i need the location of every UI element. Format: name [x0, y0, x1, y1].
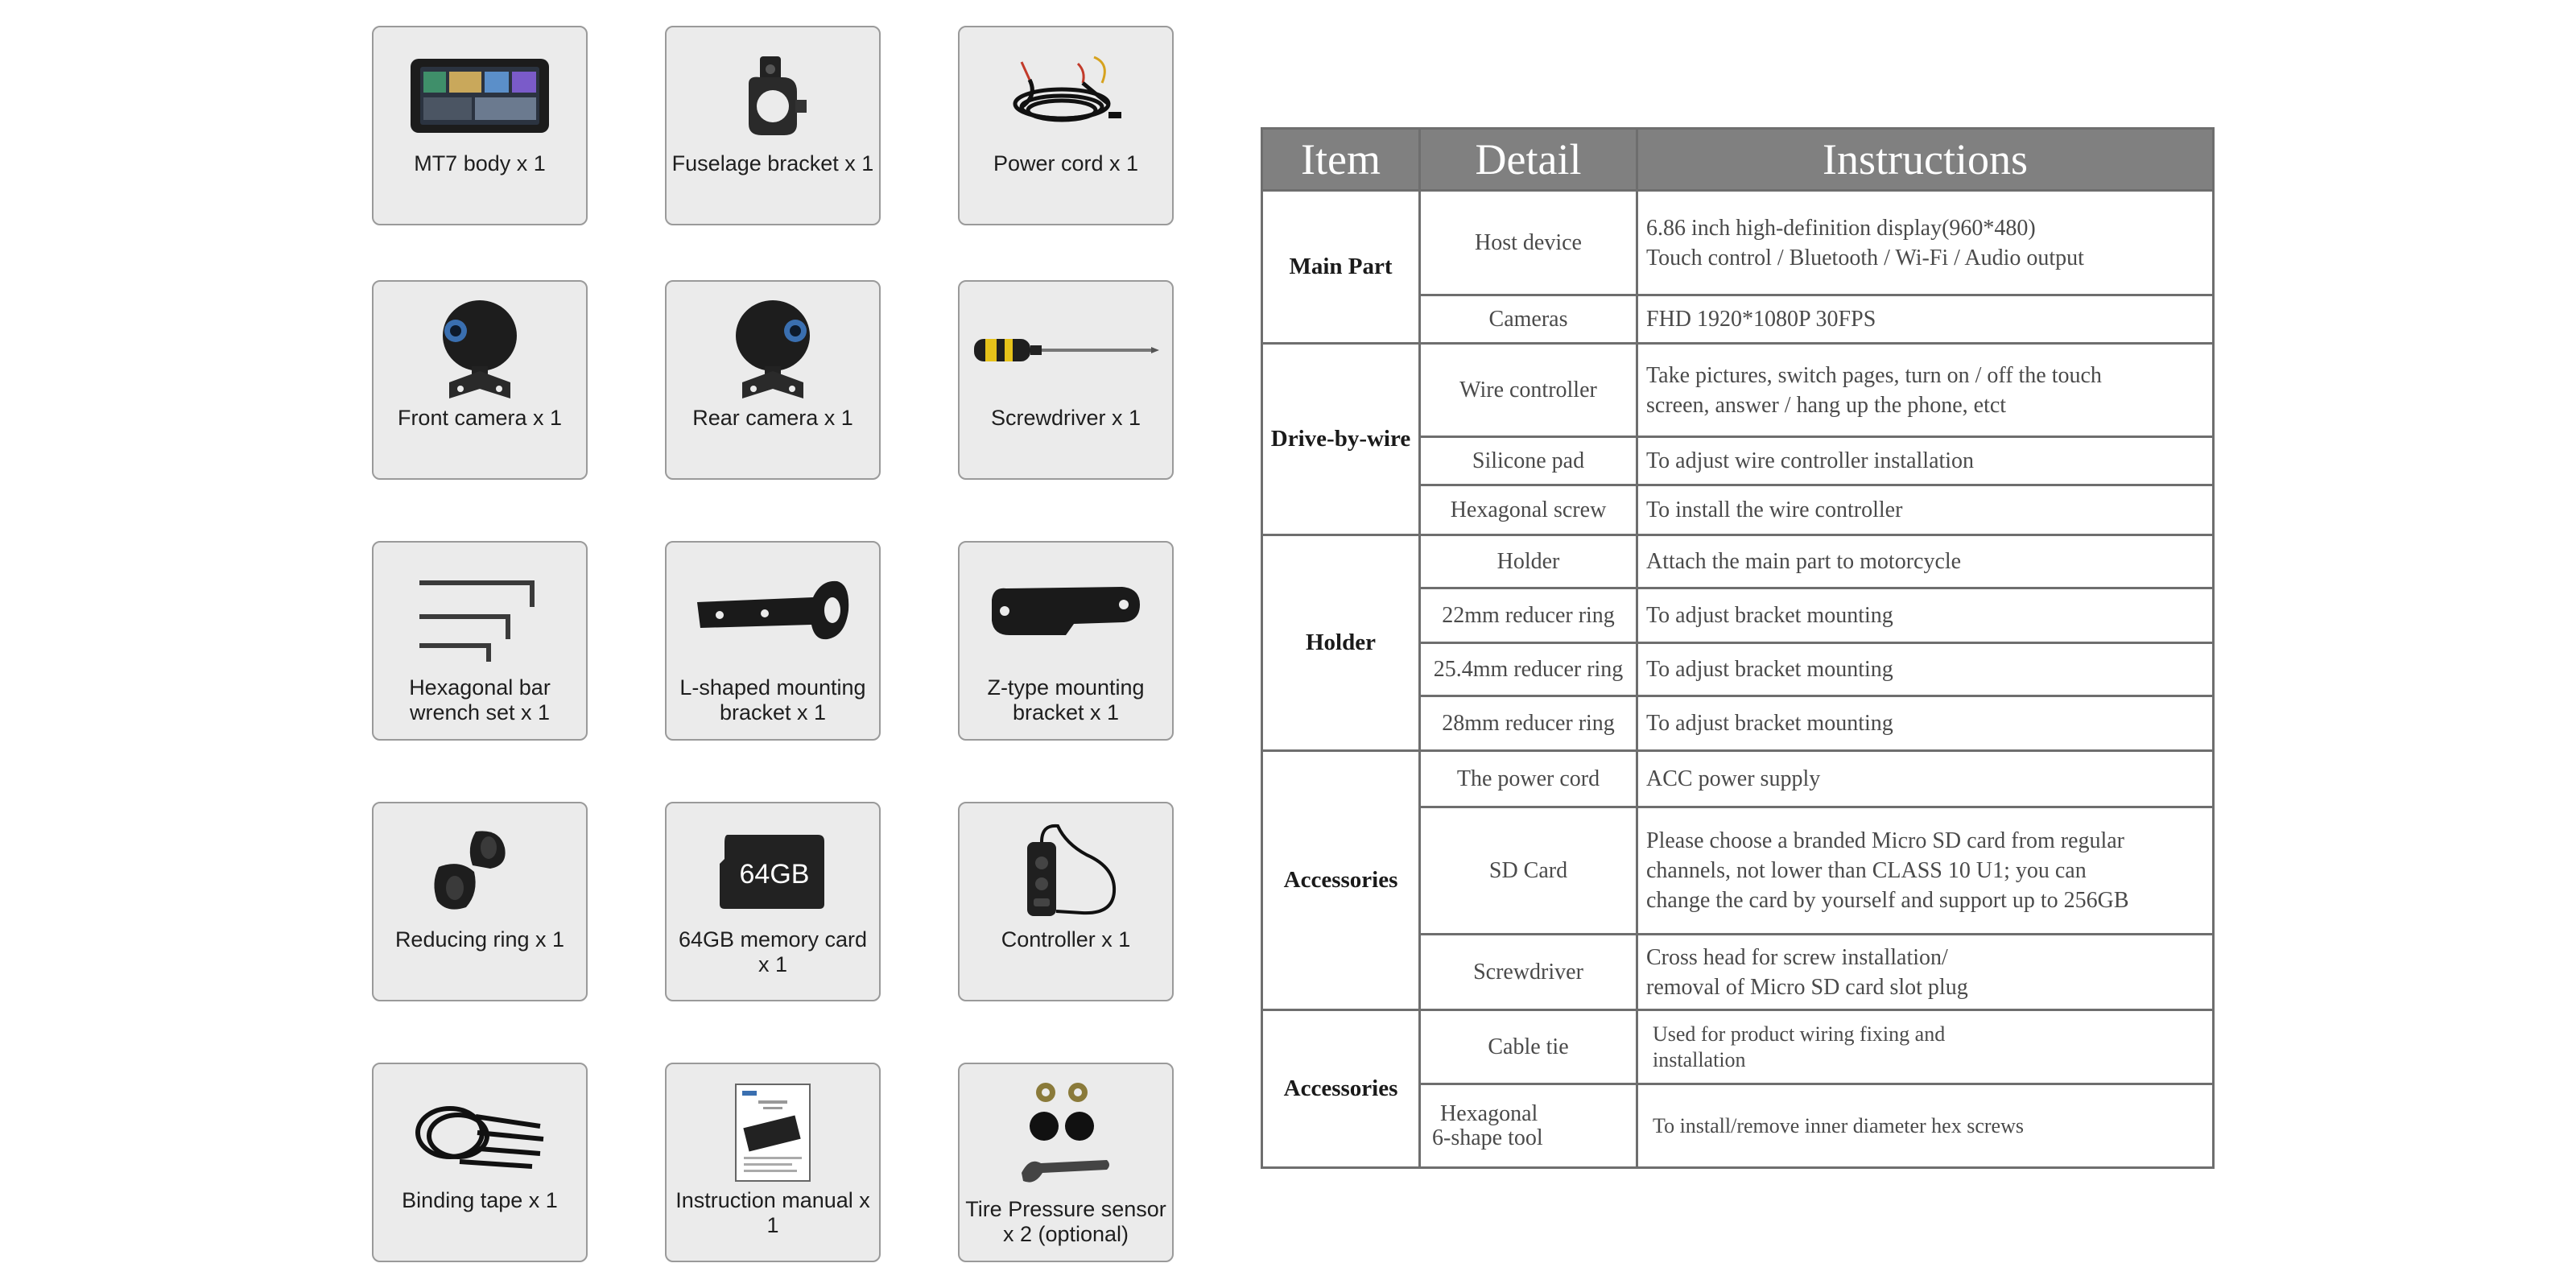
item-card-fuselage-bracket [665, 26, 881, 225]
instruction-line: channels, not lower than CLASS 10 U1; you can [1646, 858, 2087, 883]
table-header-row [1262, 129, 2214, 191]
reducing-ring-icon [374, 803, 586, 940]
row-detail: Screwdriver [1420, 935, 1637, 1010]
header-item: Item [1262, 129, 1420, 191]
item-label: MT7 body x 1 [414, 151, 546, 175]
camera-icon [667, 282, 879, 419]
item-card-power-cord [958, 26, 1174, 225]
instruction-line: Used for product wiring fixing and [1653, 1022, 1946, 1046]
detail-line: Hexagonal [1440, 1100, 1538, 1126]
item-label: Power cord x 1 [993, 151, 1139, 175]
item-card-rear-camera [665, 280, 881, 480]
tire-sensor-icon [960, 1064, 1172, 1201]
wire-controller-icon [960, 803, 1172, 940]
instruction-line: screen, answer / hang up the phone, etct [1646, 392, 2007, 418]
memory-card-text: 64GB [739, 859, 810, 890]
item-card-mt7-body [372, 26, 588, 225]
instruction-line: Touch control / Bluetooth / Wi-Fi / Audio output [1646, 245, 2084, 270]
item-label: Z-type mounting bracket x 1 [987, 675, 1145, 724]
table-row [1262, 191, 2214, 295]
item-card-l-bracket [665, 541, 881, 741]
detail-line: 6-shape tool [1432, 1125, 1543, 1150]
row-detail: 25.4mm reducer ring [1420, 643, 1637, 696]
item-label: Rear camera x 1 [692, 406, 853, 430]
instruction-line: Cross head for screw installation/ [1646, 944, 1948, 970]
header-instructions: Instructions [1637, 129, 2214, 191]
row-instruction: ACC power supply [1637, 751, 2214, 807]
power-cord-icon [960, 27, 1172, 164]
item-label: Reducing ring x 1 [394, 927, 565, 952]
row-detail: Wire controller [1420, 344, 1637, 437]
hex-key-set-icon [374, 543, 586, 679]
table-row [1262, 535, 2214, 588]
group-main-part: Main Part [1262, 191, 1420, 344]
table-row [1262, 344, 2214, 437]
table-row [1262, 751, 2214, 807]
item-card-hex-wrench-set [372, 541, 588, 741]
item-card-controller [958, 802, 1174, 1001]
item-card-instruction-manual [665, 1063, 881, 1262]
row-instruction [1637, 935, 2214, 1010]
item-card-tire-pressure-sensor [958, 1063, 1174, 1262]
instruction-line: Please choose a branded Micro SD card from regular [1646, 828, 2125, 853]
item-label: Front camera x 1 [397, 406, 563, 430]
item-card-front-camera [372, 280, 588, 480]
row-detail: Cable tie [1420, 1010, 1637, 1084]
group-holder: Holder [1262, 535, 1420, 751]
bracket-clamp-icon [667, 27, 879, 164]
row-detail: Hexagonal screw [1420, 485, 1637, 535]
z-bracket-icon [960, 543, 1172, 679]
instruction-line: removal of Micro SD card slot plug [1646, 974, 1968, 1000]
row-instruction: To adjust bracket mounting [1637, 643, 2214, 696]
item-label: Tire Pressure sensor x 2 (optional) [965, 1197, 1166, 1246]
item-card-binding-tape [372, 1063, 588, 1262]
row-detail: SD Card [1420, 807, 1637, 935]
screwdriver-icon [960, 282, 1172, 419]
row-instruction [1637, 807, 2214, 935]
row-instruction: To install/remove inner diameter hex screws [1637, 1084, 2214, 1168]
row-detail: Cameras [1420, 295, 1637, 344]
row-detail [1420, 1084, 1637, 1168]
item-card-z-bracket [958, 541, 1174, 741]
row-detail: Holder [1420, 535, 1637, 588]
item-label: Fuselage bracket x 1 [671, 151, 874, 175]
item-label: Controller x 1 [1001, 927, 1131, 952]
row-detail: Silicone pad [1420, 437, 1637, 485]
header-detail: Detail [1420, 129, 1637, 191]
l-bracket-icon [667, 543, 879, 679]
item-label: Instruction manual x 1 [675, 1188, 870, 1237]
table-row [1262, 1010, 2214, 1084]
row-detail: 28mm reducer ring [1420, 696, 1637, 751]
group-accessories: Accessories [1262, 1010, 1420, 1168]
row-detail: 22mm reducer ring [1420, 588, 1637, 643]
memory-card-icon [667, 803, 879, 940]
manual-booklet-icon [667, 1064, 879, 1201]
instruction-line: installation [1653, 1047, 1746, 1071]
instruction-line: 6.86 inch high-definition display(960*480) [1646, 215, 2036, 241]
row-instruction: To adjust bracket mounting [1637, 696, 2214, 751]
group-accessories: Accessories [1262, 751, 1420, 1010]
camera-icon [374, 282, 586, 419]
row-instruction: FHD 1920*1080P 30FPS [1637, 295, 2214, 344]
item-card-screwdriver [958, 280, 1174, 480]
row-instruction [1637, 1010, 2214, 1084]
row-detail: The power cord [1420, 751, 1637, 807]
row-detail: Host device [1420, 191, 1637, 295]
item-label: Binding tape x 1 [402, 1188, 558, 1212]
display-unit-icon [374, 27, 586, 164]
instruction-line: Take pictures, switch pages, turn on / off the touch [1646, 362, 2102, 388]
cable-ties-icon [374, 1064, 586, 1201]
row-instruction [1637, 344, 2214, 437]
item-label: Hexagonal bar wrench set x 1 [409, 675, 551, 724]
row-instruction: To adjust wire controller installation [1637, 437, 2214, 485]
group-drive-by-wire: Drive-by-wire [1262, 344, 1420, 535]
item-card-reducing-ring [372, 802, 588, 1001]
row-instruction: Attach the main part to motorcycle [1637, 535, 2214, 588]
row-instruction: To install the wire controller [1637, 485, 2214, 535]
specification-table [1261, 127, 2215, 1169]
item-label: L-shaped mounting bracket x 1 [679, 675, 866, 724]
item-label: Screwdriver x 1 [990, 406, 1141, 430]
item-label: 64GB memory card x 1 [678, 927, 868, 976]
row-instruction: To adjust bracket mounting [1637, 588, 2214, 643]
row-instruction [1637, 191, 2214, 295]
item-card-memory-card [665, 802, 881, 1001]
instruction-line: change the card by yourself and support up to 256GB [1646, 888, 2129, 913]
specification-table-container [1261, 127, 2212, 1169]
